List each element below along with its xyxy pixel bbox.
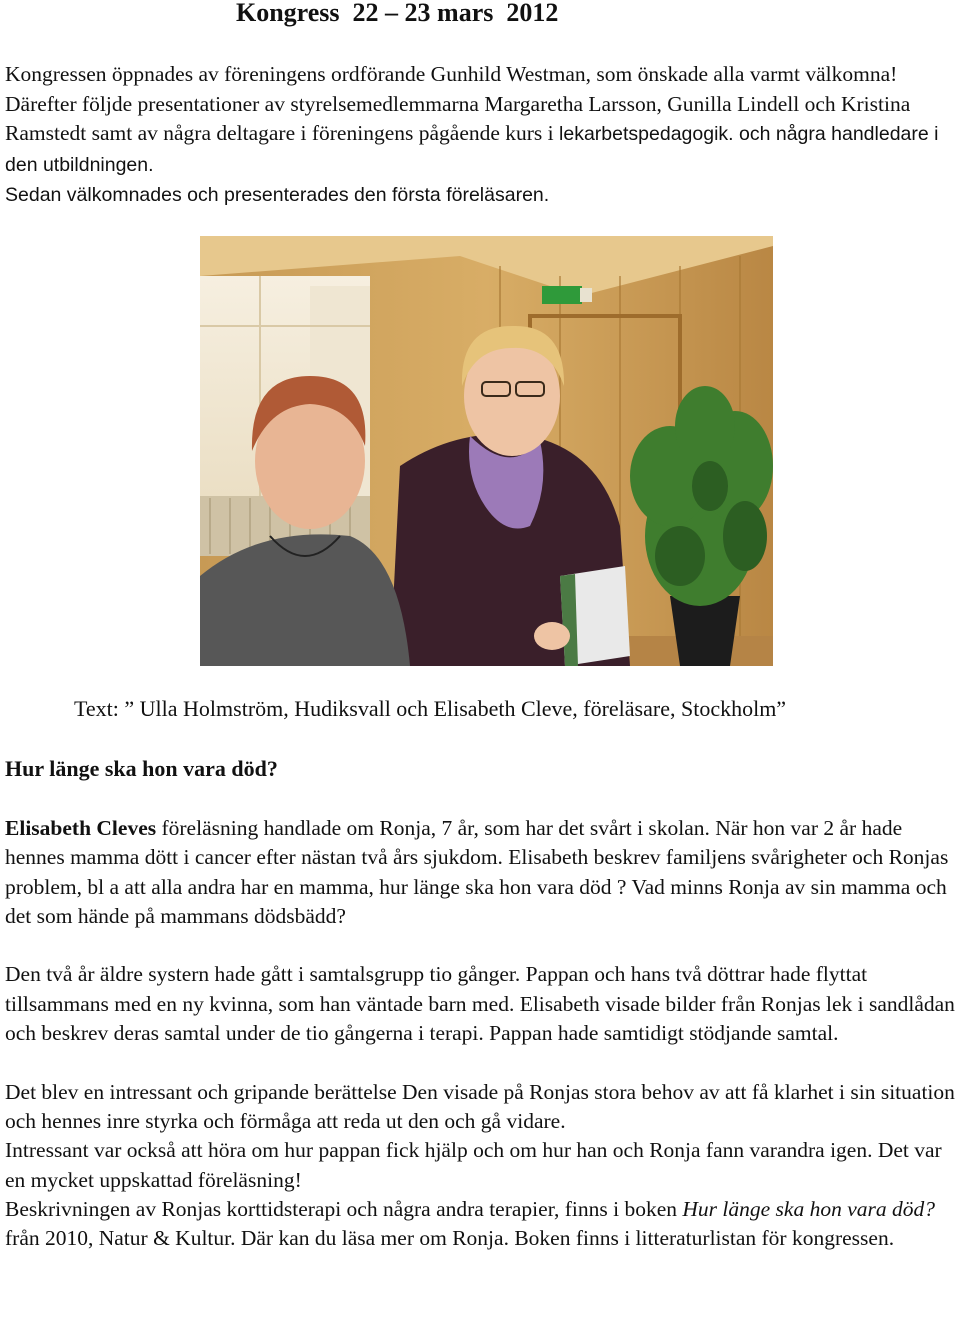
photo-illustration [200,236,773,666]
photo-caption: Text: ” Ulla Holmström, Hudiksvall och Elisabeth Cleve, föreläsare, Stockholm” [74,696,787,721]
book-title: Hur länge ska hon vara död? [682,1196,935,1221]
intro-text-3: Sedan välkomnades och presenterades den första föreläsaren. [5,184,550,206]
lecture-photo [200,236,773,666]
paragraph-3-text-2: Intressant var också att höra om hur pappan fick hjälp och om hur han och Ronja fann varandra igen. Det var en mycket uppskattad föreläsning! [5,1138,942,1192]
article-body [5,814,960,1253]
paragraph-3 [5,1078,960,1254]
lecturer-name: Elisabeth Cleves [5,816,157,840]
paragraph-1-text: föreläsning handlade om Ronja, 7 år, som har det svårt i skolan. När hon var 2 år hade hennes mamma dött i cancer efter nästan två års sjukdom. Elisabeth beskrev familjens svårigheter och Ronjas problem, bl a att alla andra har en mamma, hur länge ska hon vara död ? Vad minns Ronja av sin mamma och det som hände på mammans dödsbädd? [5,816,949,928]
paragraph-3-text-1: Det blev en intressant och gripande berättelse Den visade på Ronjas stora behov av att få klarhet i sin situation och hennes inre styrka och förmåga att reda ut den och gå vidare. [5,1079,955,1133]
page-title: Kongress 22 – 23 mars 2012 [236,0,559,27]
intro-paragraph [5,60,955,211]
section-heading: Hur länge ska hon vara död? [5,756,278,781]
paragraph-3-text-3a: Beskrivningen av Ronjas korttidsterapi och några andra terapier, finns i boken [5,1196,683,1221]
paragraph-3-text-3b: från 2010, Natur & Kultur. Där kan du läsa mer om Ronja. Boken finns i litteraturlistan för kongressen. [5,1226,895,1251]
paragraph-2: Den två år äldre systern hade gått i samtalsgrupp tio gånger. Pappan och hans två döttrar hade flyttat tillsammans med en ny kvinna, som han väntade barn med. Elisabeth visade bilder från Ronjas lek i sandlådan och beskrev deras samtal under de tio gångerna i terapi. Pappan hade samtidigt stödjande samtal. [5,962,955,1046]
intro-text-2: lekarbetspedagogik. och några handledare i den utbildningen. [5,123,939,176]
paragraph-1 [5,814,960,931]
intro-text-1: Kongressen öppnades av föreningens ordförande Gunhild Westman, som önskade alla varmt välkomna! Därefter följde presentationer av styrelsemedlemmarna Margaretha Larsson, Gunilla Lindell och Kristina Ramstedt samt av några deltagare i föreningens pågående kurs i [5,62,911,145]
